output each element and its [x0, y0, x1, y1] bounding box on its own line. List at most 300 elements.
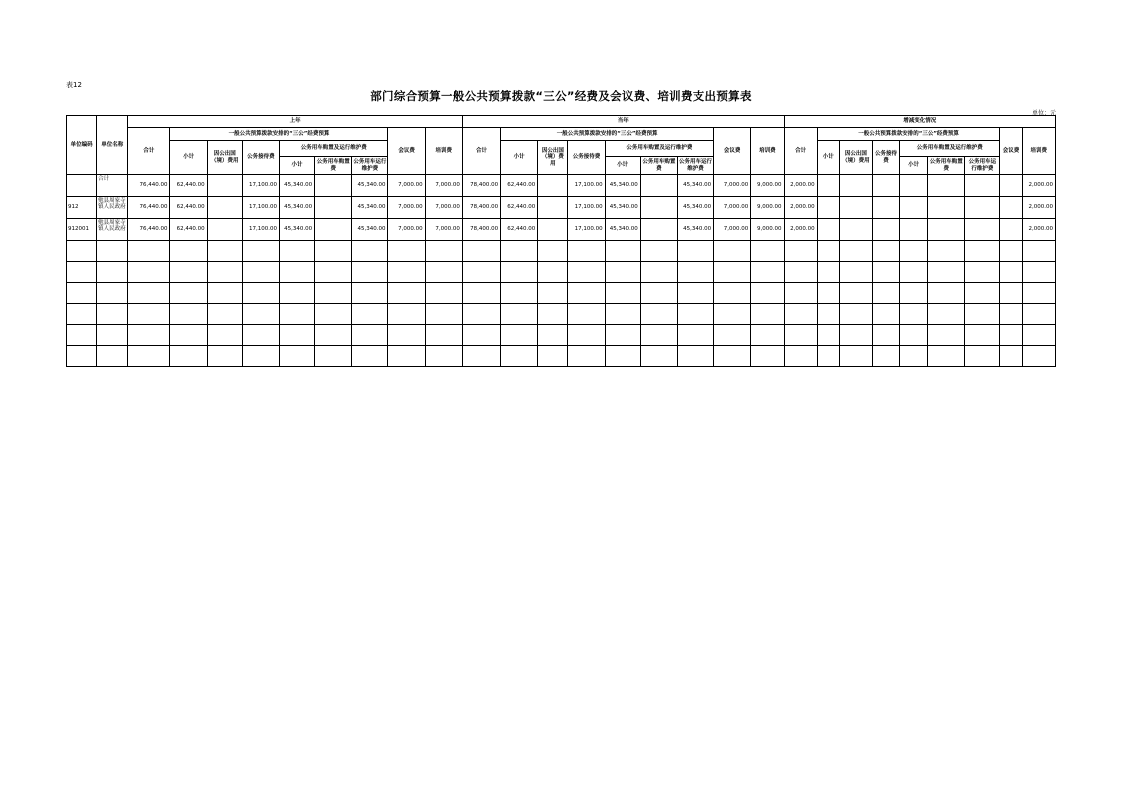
cell-value — [928, 197, 965, 219]
empty-cell — [279, 346, 314, 367]
cell-value: 45,340.00 — [677, 197, 713, 219]
header-prev-car-subtotal: 小计 — [279, 157, 314, 175]
table-row — [67, 175, 1056, 197]
header-unit-name: 单位名称 — [97, 116, 128, 175]
empty-cell — [784, 283, 817, 304]
cell-value: 2,000.00 — [1022, 175, 1055, 197]
cell-value: 7,000.00 — [425, 175, 462, 197]
empty-cell — [1000, 325, 1022, 346]
empty-cell — [928, 346, 965, 367]
cell-value — [207, 197, 242, 219]
cell-value — [965, 175, 1000, 197]
table-number: 表12 — [66, 81, 82, 89]
empty-cell — [965, 283, 1000, 304]
cell-value: 45,340.00 — [677, 175, 713, 197]
cell-value — [928, 175, 965, 197]
cell-value: 9,000.00 — [751, 219, 784, 241]
empty-cell — [128, 262, 170, 283]
empty-cell — [784, 241, 817, 262]
empty-cell — [817, 325, 839, 346]
empty-cell — [784, 346, 817, 367]
cell-value: 62,440.00 — [501, 219, 538, 241]
empty-cell — [462, 262, 500, 283]
empty-cell — [207, 325, 242, 346]
empty-cell — [170, 304, 207, 325]
cell-value — [1000, 175, 1022, 197]
cell-value: 62,440.00 — [170, 197, 207, 219]
empty-cell — [714, 283, 751, 304]
cell-value — [207, 219, 242, 241]
empty-cell — [462, 304, 500, 325]
cell-value: 7,000.00 — [714, 197, 751, 219]
empty-cell — [751, 241, 784, 262]
empty-cell — [839, 325, 872, 346]
cell-value: 7,000.00 — [388, 197, 425, 219]
empty-cell — [872, 262, 899, 283]
empty-cell — [242, 346, 279, 367]
cell-value — [538, 175, 568, 197]
cell-value — [839, 219, 872, 241]
empty-cell — [315, 241, 352, 262]
empty-cell — [817, 283, 839, 304]
cell-value — [1000, 197, 1022, 219]
empty-cell — [965, 325, 1000, 346]
header-prev-reception: 公务接待费 — [242, 141, 279, 175]
empty-cell — [425, 346, 462, 367]
empty-row — [67, 325, 1056, 346]
empty-cell — [97, 283, 128, 304]
empty-cell — [388, 262, 425, 283]
empty-cell — [568, 262, 605, 283]
empty-cell — [817, 262, 839, 283]
cell-value: 7,000.00 — [425, 219, 462, 241]
header-chg-subtotal: 小计 — [817, 141, 839, 175]
empty-cell — [538, 283, 568, 304]
empty-cell — [605, 346, 640, 367]
empty-cell — [784, 304, 817, 325]
cell-value: 78,400.00 — [462, 219, 500, 241]
empty-cell — [1022, 304, 1055, 325]
empty-cell — [965, 346, 1000, 367]
empty-cell — [605, 283, 640, 304]
empty-cell — [714, 325, 751, 346]
cell-value: 76,440.00 — [128, 197, 170, 219]
header-chg-car-subtotal: 小计 — [900, 157, 928, 175]
empty-cell — [352, 346, 388, 367]
cell-value: 45,340.00 — [605, 219, 640, 241]
empty-row — [67, 283, 1056, 304]
cell-unit-name: 勉县周家寺镇人民政府 — [97, 197, 128, 219]
empty-cell — [1000, 304, 1022, 325]
cell-value: 17,100.00 — [568, 197, 605, 219]
empty-cell — [67, 241, 97, 262]
empty-cell — [462, 241, 500, 262]
cell-value: 2,000.00 — [784, 197, 817, 219]
empty-cell — [97, 304, 128, 325]
header-cur-car-operation: 公务用车运行维护费 — [677, 157, 713, 175]
empty-cell — [207, 262, 242, 283]
empty-cell — [388, 283, 425, 304]
cell-value: 17,100.00 — [568, 219, 605, 241]
empty-cell — [279, 304, 314, 325]
empty-cell — [872, 346, 899, 367]
header-unit-code: 单位编码 — [67, 116, 97, 175]
empty-cell — [352, 262, 388, 283]
empty-cell — [1022, 283, 1055, 304]
cell-value: 17,100.00 — [242, 175, 279, 197]
empty-cell — [872, 304, 899, 325]
empty-cell — [538, 241, 568, 262]
empty-cell — [605, 262, 640, 283]
cell-unit-code — [67, 175, 97, 197]
header-cur-meeting: 会议费 — [714, 128, 751, 175]
empty-cell — [751, 346, 784, 367]
cell-value: 7,000.00 — [388, 219, 425, 241]
cell-value — [817, 175, 839, 197]
empty-cell — [425, 262, 462, 283]
table-row — [67, 197, 1056, 219]
header-prev-car-operation: 公务用车运行维护费 — [352, 157, 388, 175]
header-prev-training: 培训费 — [425, 128, 462, 175]
empty-cell — [928, 283, 965, 304]
empty-cell — [67, 325, 97, 346]
cell-value — [817, 197, 839, 219]
cell-value: 2,000.00 — [784, 219, 817, 241]
cell-value: 45,340.00 — [352, 219, 388, 241]
empty-cell — [501, 283, 538, 304]
cell-value — [207, 175, 242, 197]
cell-unit-code: 912 — [67, 197, 97, 219]
cell-value — [928, 219, 965, 241]
empty-cell — [928, 325, 965, 346]
budget-table — [66, 115, 1056, 367]
empty-cell — [538, 325, 568, 346]
empty-cell — [714, 241, 751, 262]
header-prev-year: 上年 — [128, 116, 463, 128]
header-prev-subtotal: 小计 — [170, 141, 207, 175]
cell-unit-name: 勉县周家寺镇人民政府 — [97, 219, 128, 241]
cell-value — [965, 197, 1000, 219]
header-prev-total: 合计 — [128, 128, 170, 175]
empty-cell — [714, 304, 751, 325]
empty-cell — [568, 241, 605, 262]
empty-cell — [965, 262, 1000, 283]
empty-cell — [568, 304, 605, 325]
header-cur-subtotal: 小计 — [501, 141, 538, 175]
empty-cell — [568, 283, 605, 304]
header-chg-general-budget: 一般公共预算拨款安排的“三公”经费预算 — [817, 128, 1000, 141]
empty-cell — [242, 283, 279, 304]
empty-cell — [928, 262, 965, 283]
empty-cell — [677, 241, 713, 262]
empty-cell — [352, 325, 388, 346]
empty-cell — [640, 304, 677, 325]
empty-cell — [170, 262, 207, 283]
empty-cell — [97, 346, 128, 367]
header-cur-training: 培训费 — [751, 128, 784, 175]
empty-cell — [839, 304, 872, 325]
cell-value: 45,340.00 — [279, 197, 314, 219]
empty-cell — [170, 325, 207, 346]
cell-unit-code: 912001 — [67, 219, 97, 241]
empty-cell — [462, 325, 500, 346]
cell-value: 7,000.00 — [425, 197, 462, 219]
empty-cell — [425, 241, 462, 262]
cell-value: 62,440.00 — [501, 175, 538, 197]
empty-cell — [751, 325, 784, 346]
empty-cell — [751, 262, 784, 283]
header-chg-car-operation: 公务用车运行维护费 — [965, 157, 1000, 175]
empty-cell — [170, 346, 207, 367]
empty-cell — [817, 346, 839, 367]
empty-cell — [67, 262, 97, 283]
cell-value: 7,000.00 — [714, 219, 751, 241]
cell-value — [872, 219, 899, 241]
cell-value — [640, 219, 677, 241]
empty-cell — [965, 241, 1000, 262]
empty-cell — [207, 346, 242, 367]
table-row — [67, 219, 1056, 241]
empty-cell — [315, 304, 352, 325]
empty-cell — [128, 325, 170, 346]
header-prev-general-budget: 一般公共预算拨款安排的“三公”经费预算 — [170, 128, 388, 141]
empty-cell — [97, 325, 128, 346]
cell-value: 2,000.00 — [1022, 219, 1055, 241]
empty-cell — [538, 262, 568, 283]
empty-cell — [170, 283, 207, 304]
empty-cell — [462, 283, 500, 304]
cell-value: 9,000.00 — [751, 197, 784, 219]
empty-cell — [605, 325, 640, 346]
cell-value: 62,440.00 — [501, 197, 538, 219]
empty-cell — [928, 304, 965, 325]
empty-cell — [568, 325, 605, 346]
cell-value: 62,440.00 — [170, 175, 207, 197]
empty-cell — [784, 262, 817, 283]
empty-cell — [1000, 346, 1022, 367]
empty-cell — [677, 262, 713, 283]
header-cur-car-subtotal: 小计 — [605, 157, 640, 175]
empty-cell — [677, 283, 713, 304]
empty-cell — [388, 241, 425, 262]
empty-cell — [501, 241, 538, 262]
empty-cell — [900, 304, 928, 325]
cell-value: 17,100.00 — [242, 197, 279, 219]
empty-cell — [501, 304, 538, 325]
empty-cell — [568, 346, 605, 367]
empty-cell — [388, 304, 425, 325]
cell-value — [965, 219, 1000, 241]
empty-cell — [872, 283, 899, 304]
empty-cell — [928, 241, 965, 262]
header-chg-reception: 公务接待费 — [872, 141, 899, 175]
header-prev-meeting: 会议费 — [388, 128, 425, 175]
empty-cell — [605, 304, 640, 325]
empty-cell — [677, 304, 713, 325]
cell-value: 7,000.00 — [714, 175, 751, 197]
empty-cell — [1000, 241, 1022, 262]
cell-value — [315, 175, 352, 197]
header-prev-car-purchase: 公务用车购置费 — [315, 157, 352, 175]
header-prev-car-group: 公务用车购置及运行维护费 — [279, 141, 388, 157]
empty-cell — [677, 325, 713, 346]
empty-cell — [242, 262, 279, 283]
empty-cell — [640, 346, 677, 367]
empty-cell — [67, 304, 97, 325]
empty-cell — [900, 346, 928, 367]
cell-value — [817, 219, 839, 241]
cell-value: 45,340.00 — [352, 175, 388, 197]
empty-cell — [640, 325, 677, 346]
empty-cell — [425, 304, 462, 325]
empty-cell — [425, 325, 462, 346]
empty-cell — [501, 346, 538, 367]
empty-cell — [242, 241, 279, 262]
empty-cell — [900, 325, 928, 346]
empty-cell — [965, 304, 1000, 325]
empty-cell — [128, 283, 170, 304]
empty-cell — [640, 283, 677, 304]
empty-cell — [501, 262, 538, 283]
cell-value — [872, 175, 899, 197]
empty-cell — [352, 283, 388, 304]
empty-cell — [1000, 262, 1022, 283]
empty-cell — [839, 262, 872, 283]
cell-value — [538, 219, 568, 241]
empty-cell — [242, 325, 279, 346]
header-cur-car-purchase: 公务用车购置费 — [640, 157, 677, 175]
cell-value: 2,000.00 — [1022, 197, 1055, 219]
cell-value: 45,340.00 — [279, 219, 314, 241]
empty-row — [67, 262, 1056, 283]
cell-value: 17,100.00 — [568, 175, 605, 197]
cell-value: 2,000.00 — [784, 175, 817, 197]
empty-cell — [900, 283, 928, 304]
empty-cell — [279, 262, 314, 283]
empty-cell — [839, 241, 872, 262]
empty-cell — [1022, 325, 1055, 346]
cell-value: 76,440.00 — [128, 219, 170, 241]
header-change: 增减变化情况 — [784, 116, 1056, 128]
cell-value: 62,440.00 — [170, 219, 207, 241]
empty-cell — [839, 346, 872, 367]
cell-unit-name: 合计 — [97, 175, 128, 197]
header-chg-car-group: 公务用车购置及运行维护费 — [900, 141, 1000, 157]
empty-cell — [538, 346, 568, 367]
header-cur-general-budget: 一般公共预算拨款安排的“三公”经费预算 — [501, 128, 714, 141]
header-this-year: 当年 — [462, 116, 784, 128]
empty-cell — [605, 241, 640, 262]
empty-cell — [207, 283, 242, 304]
empty-cell — [279, 283, 314, 304]
cell-value: 7,000.00 — [388, 175, 425, 197]
cell-value: 17,100.00 — [242, 219, 279, 241]
table-body — [67, 175, 1056, 367]
empty-cell — [1000, 283, 1022, 304]
empty-cell — [501, 325, 538, 346]
cell-value: 9,000.00 — [751, 175, 784, 197]
cell-value: 45,340.00 — [677, 219, 713, 241]
header-chg-total: 合计 — [784, 128, 817, 175]
empty-cell — [1022, 346, 1055, 367]
empty-cell — [315, 346, 352, 367]
empty-cell — [279, 241, 314, 262]
empty-cell — [67, 346, 97, 367]
header-cur-car-group: 公务用车购置及运行维护费 — [605, 141, 714, 157]
header-cur-total: 合计 — [462, 128, 500, 175]
empty-cell — [170, 241, 207, 262]
header-chg-training: 培训费 — [1022, 128, 1055, 175]
empty-cell — [538, 304, 568, 325]
empty-cell — [97, 241, 128, 262]
empty-row — [67, 304, 1056, 325]
header-chg-meeting: 会议费 — [1000, 128, 1022, 175]
cell-value — [538, 197, 568, 219]
cell-value: 45,340.00 — [605, 175, 640, 197]
cell-value — [900, 219, 928, 241]
empty-row — [67, 241, 1056, 262]
cell-value: 78,400.00 — [462, 175, 500, 197]
cell-value — [839, 175, 872, 197]
cell-value — [900, 175, 928, 197]
cell-value — [315, 219, 352, 241]
cell-value — [315, 197, 352, 219]
cell-value — [1000, 219, 1022, 241]
cell-value: 45,340.00 — [605, 197, 640, 219]
header-prev-abroad: 因公出国（境）费用 — [207, 141, 242, 175]
cell-value: 45,340.00 — [352, 197, 388, 219]
empty-cell — [1022, 262, 1055, 283]
empty-cell — [315, 262, 352, 283]
empty-cell — [242, 304, 279, 325]
empty-cell — [97, 262, 128, 283]
empty-cell — [128, 241, 170, 262]
header-cur-reception: 公务接待费 — [568, 141, 605, 175]
header-cur-abroad: 因公出国（境）费用 — [538, 141, 568, 175]
empty-cell — [67, 283, 97, 304]
page-title: 部门综合预算一般公共预算拨款“三公”经费及会议费、培训费支出预算表 — [370, 89, 752, 103]
empty-cell — [279, 325, 314, 346]
cell-value — [900, 197, 928, 219]
empty-cell — [462, 346, 500, 367]
empty-cell — [128, 346, 170, 367]
empty-cell — [900, 262, 928, 283]
empty-cell — [817, 241, 839, 262]
empty-cell — [751, 283, 784, 304]
empty-cell — [714, 262, 751, 283]
empty-cell — [839, 283, 872, 304]
empty-cell — [872, 241, 899, 262]
header-chg-car-purchase: 公务用车购置费 — [928, 157, 965, 175]
empty-cell — [872, 325, 899, 346]
cell-value: 45,340.00 — [279, 175, 314, 197]
empty-cell — [315, 283, 352, 304]
table-header — [67, 116, 1056, 175]
empty-cell — [315, 325, 352, 346]
empty-cell — [352, 304, 388, 325]
empty-cell — [640, 262, 677, 283]
empty-cell — [388, 325, 425, 346]
empty-cell — [751, 304, 784, 325]
empty-cell — [352, 241, 388, 262]
empty-cell — [425, 283, 462, 304]
empty-cell — [784, 325, 817, 346]
empty-cell — [207, 241, 242, 262]
empty-cell — [128, 304, 170, 325]
cell-value: 78,400.00 — [462, 197, 500, 219]
empty-cell — [640, 241, 677, 262]
header-chg-abroad: 因公出国（境）费用 — [839, 141, 872, 175]
